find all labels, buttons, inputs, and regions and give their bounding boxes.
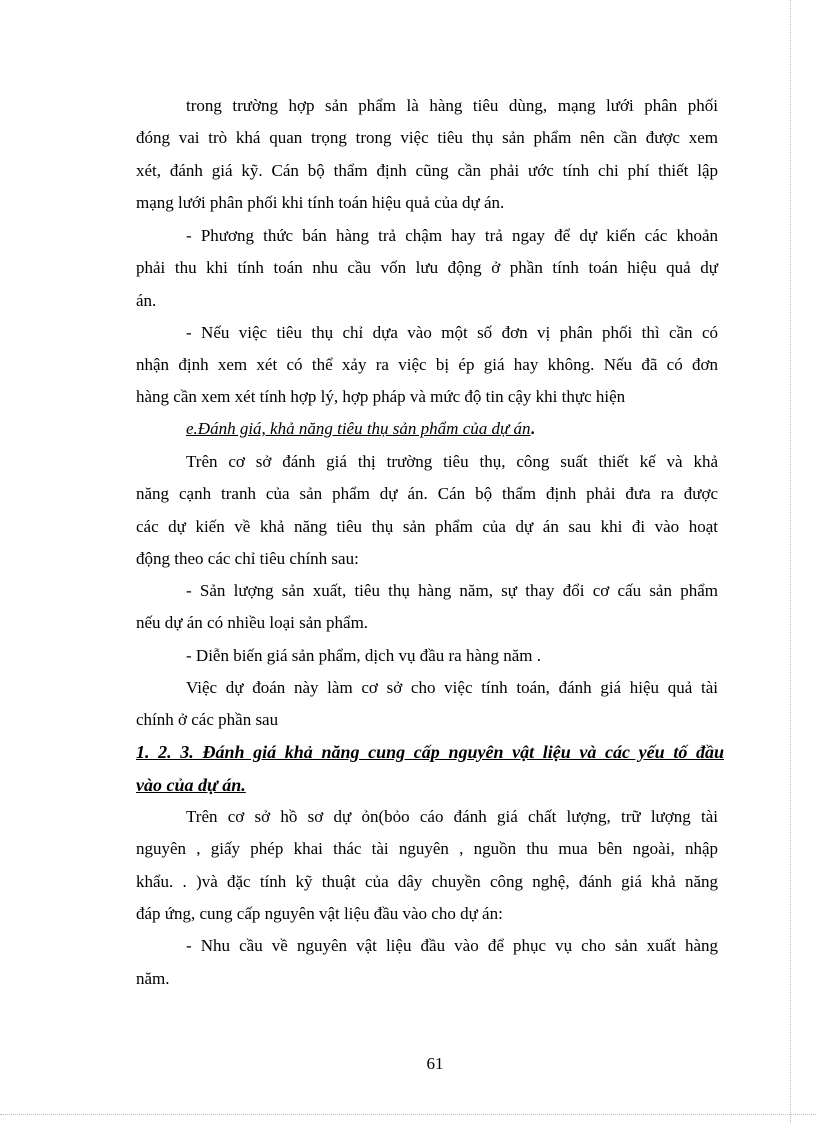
- text-line: phải thu khi tính toán nhu cầu vốn lưu động ở phần tính toán hiệu quả dự: [136, 258, 718, 277]
- page-number: 61: [426, 1054, 444, 1073]
- text-line: - Diễn biến giá sản phẩm, dịch vụ đầu ra hàng năm .: [186, 646, 542, 665]
- subheading-period: .: [530, 419, 535, 438]
- text-line: năm.: [136, 969, 170, 988]
- text-line: chính ở các phần sau: [136, 710, 279, 729]
- text-line: án.: [136, 291, 157, 310]
- text-line: hàng cần xem xét tính hợp lý, hợp pháp và mức độ tin cậy khi thực hiện: [136, 387, 626, 406]
- text-line: trong trường hợp sản phẩm là hàng tiêu dùng, mạng lưới phân phối: [186, 96, 718, 115]
- text-line: nguyên , giấy phép khai thác tài nguyên , nguồn thu mua bên ngoài, nhập: [136, 839, 718, 858]
- text-line: năng cạnh tranh của sản phẩm dự án. Cán bộ thẩm định phải đưa ra được: [136, 484, 718, 503]
- text-line: Trên cơ sở đánh giá thị trường tiêu thụ, công suất thiết kế và khả: [186, 452, 718, 471]
- text-line: động theo các chỉ tiêu chính sau:: [136, 549, 359, 568]
- text-line: khẩu. . )và đặc tính kỹ thuật của dây chuyền công nghệ, đánh giá khả năng: [136, 872, 718, 891]
- text-line: - Sản lượng sản xuất, tiêu thụ hàng năm, sự thay đổi cơ cấu sản phẩm: [186, 581, 718, 600]
- text-line: mạng lưới phân phối khi tính toán hiệu quả của dự án.: [136, 193, 505, 212]
- subheading-text: e.Đánh giá, khả năng tiêu thụ sản phẩm của dự án: [186, 419, 531, 438]
- text-line: đáp ứng, cung cấp nguyên vật liệu đầu vào cho dự án:: [136, 904, 503, 923]
- text-line: - Phương thức bán hàng trả chậm hay trả ngay để dự kiến các khoản: [186, 226, 718, 245]
- section-heading: vào của dự án.: [136, 775, 246, 795]
- text-line: Trên cơ sở hồ sơ dự ỏn(bỏo cáo đánh giá chất lượng, trữ lượng tài: [186, 807, 718, 826]
- text-line: nếu dự án có nhiều loại sản phẩm.: [136, 613, 369, 632]
- text-line: xét, đánh giá kỹ. Cán bộ thẩm định cũng cần phải ước tính chi phí thiết lập: [136, 161, 718, 180]
- text-line: các dự kiến về khả năng tiêu thụ sản phẩm của dự án sau khi đi vào hoạt: [136, 517, 718, 536]
- section-heading: 1. 2. 3. Đánh giá khả năng cung cấp nguyên vật liệu và các yếu tố đầu: [136, 742, 724, 762]
- text-line: đóng vai trò khá quan trọng trong việc tiêu thụ sản phẩm nên cần được xem: [136, 128, 718, 147]
- text-line: - Nếu việc tiêu thụ chỉ dựa vào một số đơn vị phân phối thì cần có: [186, 323, 718, 342]
- text-line: - Nhu cầu về nguyên vật liệu đầu vào để phục vụ cho sản xuất hàng: [186, 936, 718, 955]
- page-border-right: [790, 0, 791, 1123]
- text-line: nhận định xem xét có thể xảy ra việc bị ép giá hay không. Nếu đã có đơn: [136, 355, 718, 374]
- page-border-bottom: [0, 1114, 816, 1115]
- text-line: Việc dự đoán này làm cơ sở cho việc tính toán, đánh giá hiệu quả tài: [186, 678, 718, 697]
- subheading: [186, 418, 718, 440]
